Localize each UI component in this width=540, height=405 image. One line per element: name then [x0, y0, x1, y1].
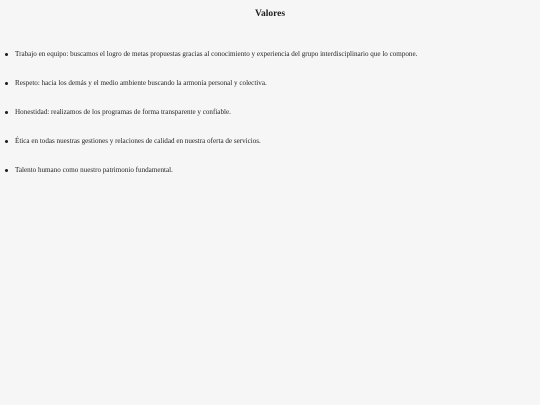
value-text: Talento humano como nuestro patrimonio fundamental.: [15, 166, 173, 174]
list-item: [0, 107, 530, 117]
value-text: Trabajo en equipo: buscamos el logro de metas propuestas gracias al conocimiento y experiencia del grupo interdisciplinario que lo compone.: [15, 50, 418, 58]
list-item: [0, 78, 530, 88]
bullet-icon: [5, 111, 8, 114]
values-list: [0, 49, 530, 194]
bullet-icon: [5, 169, 8, 172]
value-text: Respeto: hacia los demás y el medio ambiente buscando la armonía personal y colectiva.: [15, 79, 267, 87]
value-text: Honestidad: realizamos de los programas de forma transparente y confiable.: [15, 108, 231, 116]
value-text: Ética en todas nuestras gestiones y relaciones de calidad en nuestra oferta de servicios.: [15, 137, 261, 145]
bullet-icon: [5, 53, 8, 56]
page-title: Valores: [254, 9, 286, 19]
list-item: [0, 136, 530, 146]
list-item: [0, 49, 530, 59]
bullet-icon: [5, 140, 8, 143]
list-item: [0, 165, 530, 175]
bullet-icon: [5, 82, 8, 85]
